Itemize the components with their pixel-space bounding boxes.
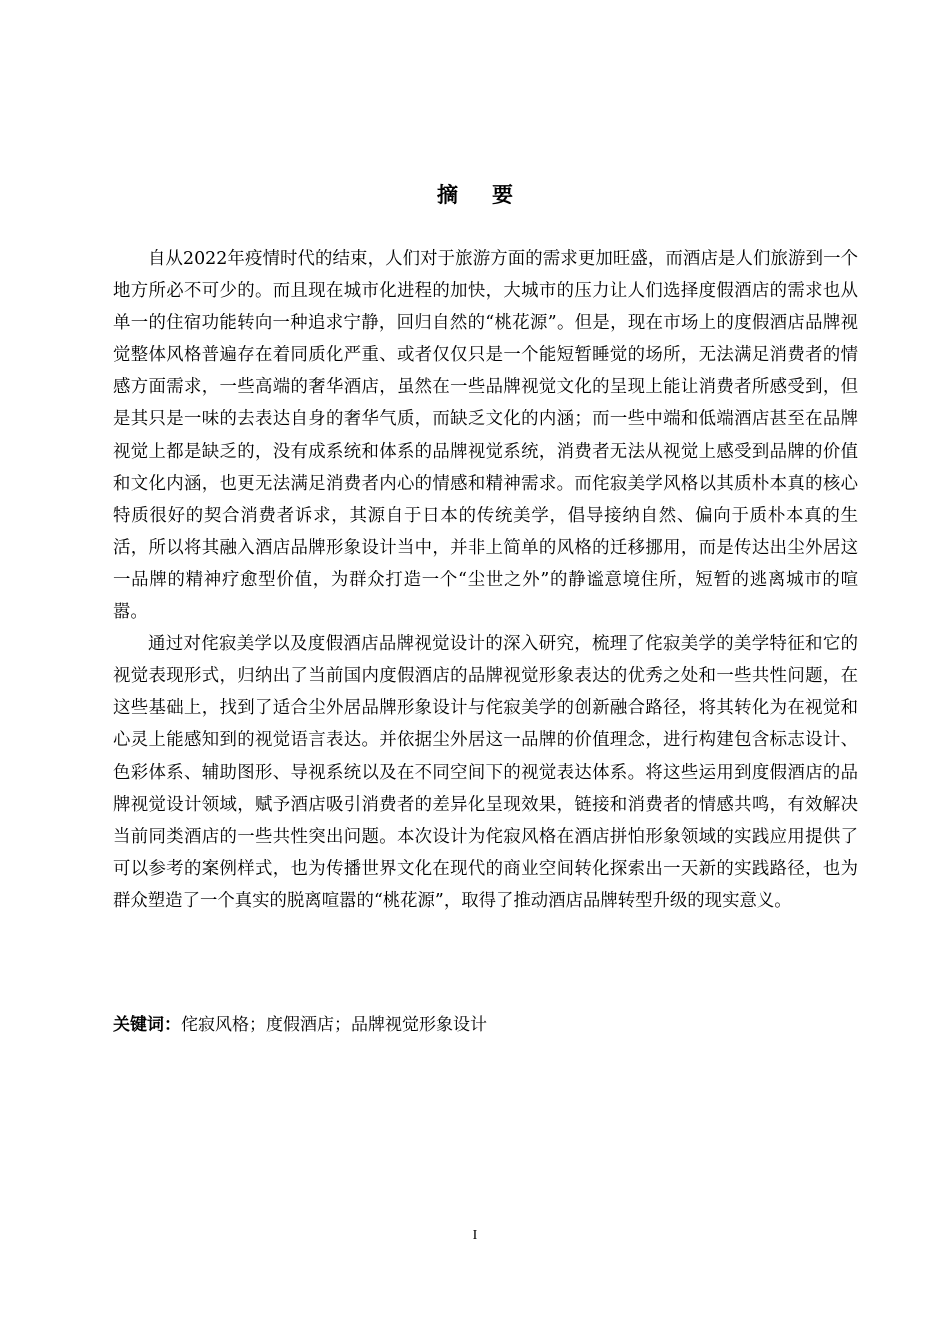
keywords-line [113,1010,858,1040]
abstract-paragraph-2: 通过对侘寂美学以及度假酒店品牌视觉设计的深入研究，梳理了侘寂美学的美学特征和它的视觉表现形式，归纳出了当前国内度假酒店的品牌视觉形象表达的优秀之处和一些共性问题，在这些基础上，找到了适合尘外居品牌形象设计与侘寂美学的创新融合路径，将其转化为在视觉和心灵上能感知到的视觉语言表达。并依据尘外居这一品牌的价值理念，进行构建包含标志设计、色彩体系、辅助图形、导视系统以及在不同空间下的视觉表达体系。将这些运用到度假酒店的品牌视觉设计领域，赋予酒店吸引消费者的差异化呈现效果，链接和消费者的情感共鸣，有效解决当前同类酒店的一些共性突出问题。本次设计为侘寂风格在酒店拼怕形象领域的实践应用提供了可以参考的案例样式，也为传播世界文化在现代的商业空间转化探索出一天新的实践路径，也为群众塑造了一个真实的脱离喧嚣的“桃花源”，取得了推动酒店品牌转型升级的现实意义。 [113,634,858,911]
keywords-text: 侘寂风格；度假酒店；品牌视觉形象设计 [181,1015,487,1035]
keywords-label: 关键词： [113,1015,181,1035]
abstract-paragraph-1: 自从2022年疫情时代的结束，人们对于旅游方面的需求更加旺盛，而酒店是人们旅游到一个地方所必不可少的。而且现在城市化进程的加快，大城市的压力让人们选择度假酒店的需求也从单一的住宿功能转向一种追求宁静，回归自然的“桃花源”。但是，现在市场上的度假酒店品牌视觉整体风格普遍存在着同质化严重、或者仅仅只是一个能短暂睡觉的场所，无法满足消费者的情感方面需求，一些高端的奢华酒店，虽然在一些品牌视觉文化的呈现上能让消费者所感受到，但是其只是一味的去表达自身的奢华气质，而缺乏文化的内涵；而一些中端和低端酒店甚至在品牌视觉上都是缺乏的，没有成系统和体系的品牌视觉系统，消费者无法从视觉上感受到品牌的价值和文化内涵，也更无法满足消费者内心的情感和精神需求。而侘寂美学风格以其质朴本真的核心特质很好的契合消费者诉求，其源自于日本的传统美学，倡导接纳自然、偏向于质朴本真的生活，所以将其融入酒店品牌形象设计当中，并非上简单的风格的迁移挪用，而是传达出尘外居这一品牌的精神疗愈型价值，为群众打造一个“尘世之外”的静谧意境住所，短暂的逃离城市的喧嚣。 [113,249,858,623]
page-number: I [472,1228,478,1243]
page-title: 摘要 [437,183,547,207]
abstract-body [113,243,858,917]
